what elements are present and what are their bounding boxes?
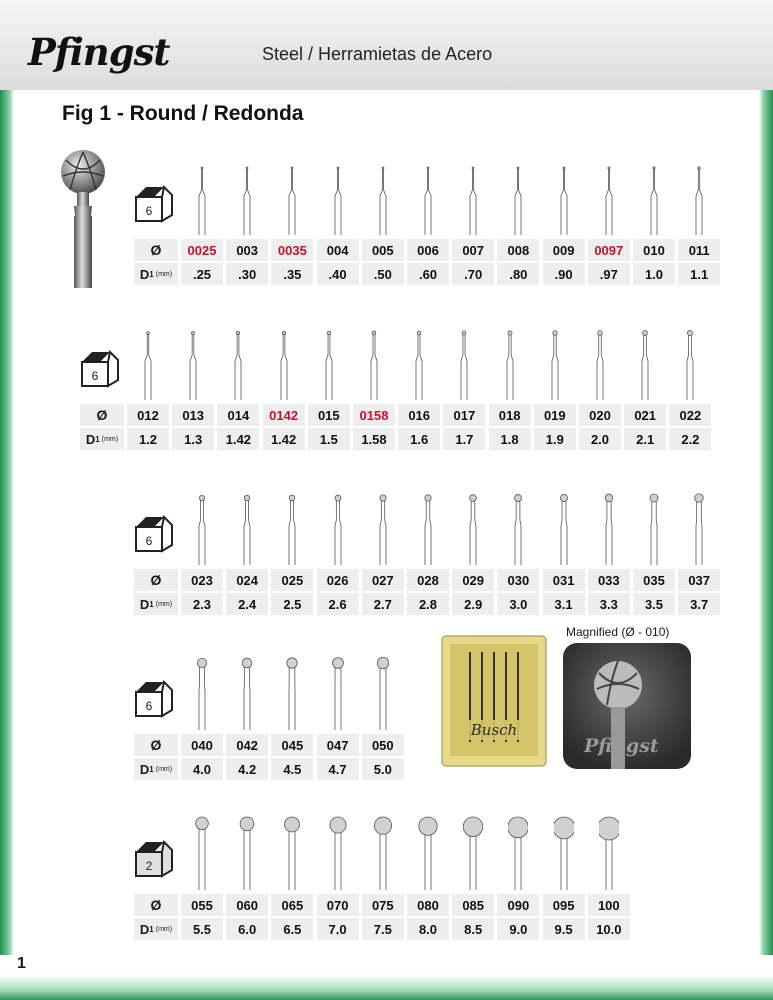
catalog-code: 024 — [226, 569, 268, 591]
catalog-code: 014 — [217, 404, 259, 426]
catalog-code: 025 — [271, 569, 313, 591]
bur-drawing — [373, 160, 393, 235]
bur-drawing — [228, 325, 248, 400]
diameter-mm: 1.1 — [678, 263, 720, 285]
magnified-logo: Pfingst — [584, 735, 659, 757]
pack-quantity-box — [80, 350, 120, 388]
diameter-mm: 1.42 — [217, 428, 259, 450]
diameter-mm: 1.9 — [534, 428, 576, 450]
bur-drawing — [274, 325, 294, 400]
kit-brand-label: Busch — [470, 721, 518, 739]
catalog-code: 007 — [452, 239, 494, 261]
bur-drawing — [282, 490, 302, 565]
diameter-mm: 3.1 — [543, 593, 585, 615]
catalog-code: 012 — [127, 404, 169, 426]
bur-drawing — [237, 655, 257, 730]
diameter-label: Ø — [134, 569, 178, 591]
bur-drawing — [680, 325, 700, 400]
bur-drawing — [599, 490, 619, 565]
catalog-code: 011 — [678, 239, 720, 261]
header-title: Steel / Herramietas de Acero — [262, 44, 493, 64]
d1-label: D 1 (mm) — [134, 758, 178, 780]
bur-drawing — [554, 815, 574, 890]
diameter-mm: 1.6 — [398, 428, 440, 450]
catalog-code: 033 — [588, 569, 630, 591]
diameter-mm: 9.5 — [543, 918, 585, 940]
diameter-mm: .70 — [452, 263, 494, 285]
catalog-code: 026 — [317, 569, 359, 591]
catalog-code: 045 — [271, 734, 313, 756]
bur-drawing — [500, 325, 520, 400]
bur-drawing — [192, 815, 212, 890]
diameter-label: Ø — [134, 734, 178, 756]
diameter-mm: 3.5 — [633, 593, 675, 615]
catalog-code: 085 — [452, 894, 494, 916]
pack-quantity-box — [134, 185, 174, 223]
catalog-code: 019 — [534, 404, 576, 426]
diameter-mm: 3.0 — [497, 593, 539, 615]
bur-drawing — [373, 655, 393, 730]
bur-drawing — [644, 490, 664, 565]
diameter-mm: 1.7 — [443, 428, 485, 450]
round-bur-photo — [58, 148, 108, 288]
bur-drawing — [192, 490, 212, 565]
brand-logo: Pfingst — [28, 30, 170, 74]
bur-drawing — [508, 160, 528, 235]
catalog-code: 003 — [226, 239, 268, 261]
diameter-mm: 2.6 — [317, 593, 359, 615]
page-number: 1 — [17, 955, 26, 972]
catalog-code: 027 — [362, 569, 404, 591]
diameter-mm: 7.5 — [362, 918, 404, 940]
d1-label: D 1 (mm) — [80, 428, 124, 450]
pack-quantity-box — [134, 680, 174, 718]
diameter-mm: 2.9 — [452, 593, 494, 615]
bur-drawing — [545, 325, 565, 400]
bur-drawing — [463, 815, 483, 890]
diameter-mm: 9.0 — [497, 918, 539, 940]
catalog-code: 095 — [543, 894, 585, 916]
diameter-mm: 4.0 — [181, 758, 223, 780]
catalog-code: 031 — [543, 569, 585, 591]
bur-drawing — [373, 490, 393, 565]
bur-drawing — [364, 325, 384, 400]
diameter-mm: 2.0 — [579, 428, 621, 450]
bur-drawing — [599, 815, 619, 890]
bur-drawing — [454, 325, 474, 400]
diameter-mm: 1.8 — [489, 428, 531, 450]
bur-drawing — [319, 325, 339, 400]
catalog-code: 010 — [633, 239, 675, 261]
diameter-mm: 3.7 — [678, 593, 720, 615]
bur-drawing — [463, 490, 483, 565]
diameter-mm: 8.5 — [452, 918, 494, 940]
catalog-code: 0097 — [588, 239, 630, 261]
catalog-code: 015 — [308, 404, 350, 426]
diameter-mm: .97 — [588, 263, 630, 285]
catalog-code: 035 — [633, 569, 675, 591]
catalog-code: 005 — [362, 239, 404, 261]
diameter-mm: 2.3 — [181, 593, 223, 615]
catalog-code: 030 — [497, 569, 539, 591]
bur-drawing — [689, 490, 709, 565]
bur-drawing — [599, 160, 619, 235]
catalog-code: 040 — [181, 734, 223, 756]
d1-label: D 1 (mm) — [134, 263, 178, 285]
diameter-mm: 6.5 — [271, 918, 313, 940]
bur-drawing — [590, 325, 610, 400]
diameter-label: Ø — [134, 894, 178, 916]
pack-quantity-box — [134, 515, 174, 553]
catalog-code: 017 — [443, 404, 485, 426]
catalog-code: 0025 — [181, 239, 223, 261]
diameter-mm: .90 — [543, 263, 585, 285]
catalog-code: 029 — [452, 569, 494, 591]
diameter-mm: 1.0 — [633, 263, 675, 285]
pack-quantity: 6 — [145, 534, 153, 548]
diameter-mm: .25 — [181, 263, 223, 285]
pack-quantity: 2 — [145, 859, 153, 873]
d1-label: D 1 (mm) — [134, 918, 178, 940]
bur-drawing — [138, 325, 158, 400]
bur-drawing — [508, 490, 528, 565]
bur-drawing — [192, 160, 212, 235]
catalog-code: 047 — [317, 734, 359, 756]
diameter-mm: 2.5 — [271, 593, 313, 615]
pack-quantity: 6 — [145, 204, 153, 218]
catalog-code: 020 — [579, 404, 621, 426]
bur-drawing — [237, 490, 257, 565]
bur-drawing — [418, 815, 438, 890]
diameter-mm: 1.58 — [353, 428, 395, 450]
catalog-code: 0142 — [263, 404, 305, 426]
bur-drawing — [183, 325, 203, 400]
bur-drawing — [508, 815, 528, 890]
diameter-mm: .60 — [407, 263, 449, 285]
pack-quantity-box — [134, 840, 174, 878]
catalog-code: 080 — [407, 894, 449, 916]
bur-drawing — [328, 655, 348, 730]
catalog-code: 055 — [181, 894, 223, 916]
diameter-mm: 4.5 — [271, 758, 313, 780]
catalog-code: 075 — [362, 894, 404, 916]
bur-drawing — [328, 160, 348, 235]
diameter-mm: 2.8 — [407, 593, 449, 615]
catalog-code: 037 — [678, 569, 720, 591]
diameter-mm: 2.1 — [624, 428, 666, 450]
catalog-code: 090 — [497, 894, 539, 916]
catalog-code: 016 — [398, 404, 440, 426]
right-accent-bar — [759, 90, 773, 955]
d1-label: D 1 (mm) — [134, 593, 178, 615]
bur-drawing — [328, 815, 348, 890]
figure-title: Fig 1 - Round / Redonda — [62, 102, 304, 125]
diameter-label: Ø — [80, 404, 124, 426]
diameter-mm: 1.2 — [127, 428, 169, 450]
diameter-mm: .80 — [497, 263, 539, 285]
diameter-mm: 1.3 — [172, 428, 214, 450]
diameter-mm: 5.5 — [181, 918, 223, 940]
bur-drawing — [282, 655, 302, 730]
catalog-code: 0158 — [353, 404, 395, 426]
diameter-mm: 2.2 — [669, 428, 711, 450]
diameter-mm: 4.7 — [317, 758, 359, 780]
diameter-mm: .40 — [317, 263, 359, 285]
catalog-code: 006 — [407, 239, 449, 261]
catalog-code: 009 — [543, 239, 585, 261]
catalog-code: 013 — [172, 404, 214, 426]
catalog-code: 065 — [271, 894, 313, 916]
pack-quantity: 6 — [145, 699, 153, 713]
bur-drawing — [644, 160, 664, 235]
diameter-mm: .50 — [362, 263, 404, 285]
diameter-mm: 10.0 — [588, 918, 630, 940]
diameter-mm: .35 — [271, 263, 313, 285]
diameter-mm: 2.7 — [362, 593, 404, 615]
magnified-caption: Magnified (Ø - 010) — [566, 625, 670, 639]
diameter-mm: 1.42 — [263, 428, 305, 450]
bur-kit-photo — [440, 632, 550, 770]
bur-drawing — [282, 160, 302, 235]
diameter-mm: 2.4 — [226, 593, 268, 615]
bur-drawing — [282, 815, 302, 890]
bur-drawing — [554, 490, 574, 565]
diameter-mm: .30 — [226, 263, 268, 285]
catalog-code: 060 — [226, 894, 268, 916]
diameter-mm: 3.3 — [588, 593, 630, 615]
diameter-mm: 6.0 — [226, 918, 268, 940]
catalog-code: 008 — [497, 239, 539, 261]
bur-drawing — [635, 325, 655, 400]
catalog-code: 070 — [317, 894, 359, 916]
catalog-code: 050 — [362, 734, 404, 756]
bur-drawing — [328, 490, 348, 565]
pack-quantity: 6 — [91, 369, 99, 383]
catalog-code: 042 — [226, 734, 268, 756]
page-header — [0, 0, 773, 90]
catalog-code: 021 — [624, 404, 666, 426]
bur-drawing — [409, 325, 429, 400]
catalog-code: 028 — [407, 569, 449, 591]
catalog-code: 022 — [669, 404, 711, 426]
bur-drawing — [418, 160, 438, 235]
diameter-label: Ø — [134, 239, 178, 261]
catalog-code: 023 — [181, 569, 223, 591]
diameter-mm: 1.5 — [308, 428, 350, 450]
bur-drawing — [689, 160, 709, 235]
page-footer — [0, 975, 773, 1000]
diameter-mm: 5.0 — [362, 758, 404, 780]
diameter-mm: 8.0 — [407, 918, 449, 940]
diameter-mm: 7.0 — [317, 918, 359, 940]
bur-drawing — [192, 655, 212, 730]
diameter-mm: 4.2 — [226, 758, 268, 780]
bur-drawing — [237, 160, 257, 235]
bur-drawing — [463, 160, 483, 235]
bur-drawing — [418, 490, 438, 565]
catalog-code: 0035 — [271, 239, 313, 261]
bur-drawing — [373, 815, 393, 890]
bur-drawing — [237, 815, 257, 890]
catalog-code: 100 — [588, 894, 630, 916]
bur-drawing — [554, 160, 574, 235]
catalog-code: 004 — [317, 239, 359, 261]
catalog-code: 018 — [489, 404, 531, 426]
left-accent-bar — [0, 90, 14, 955]
